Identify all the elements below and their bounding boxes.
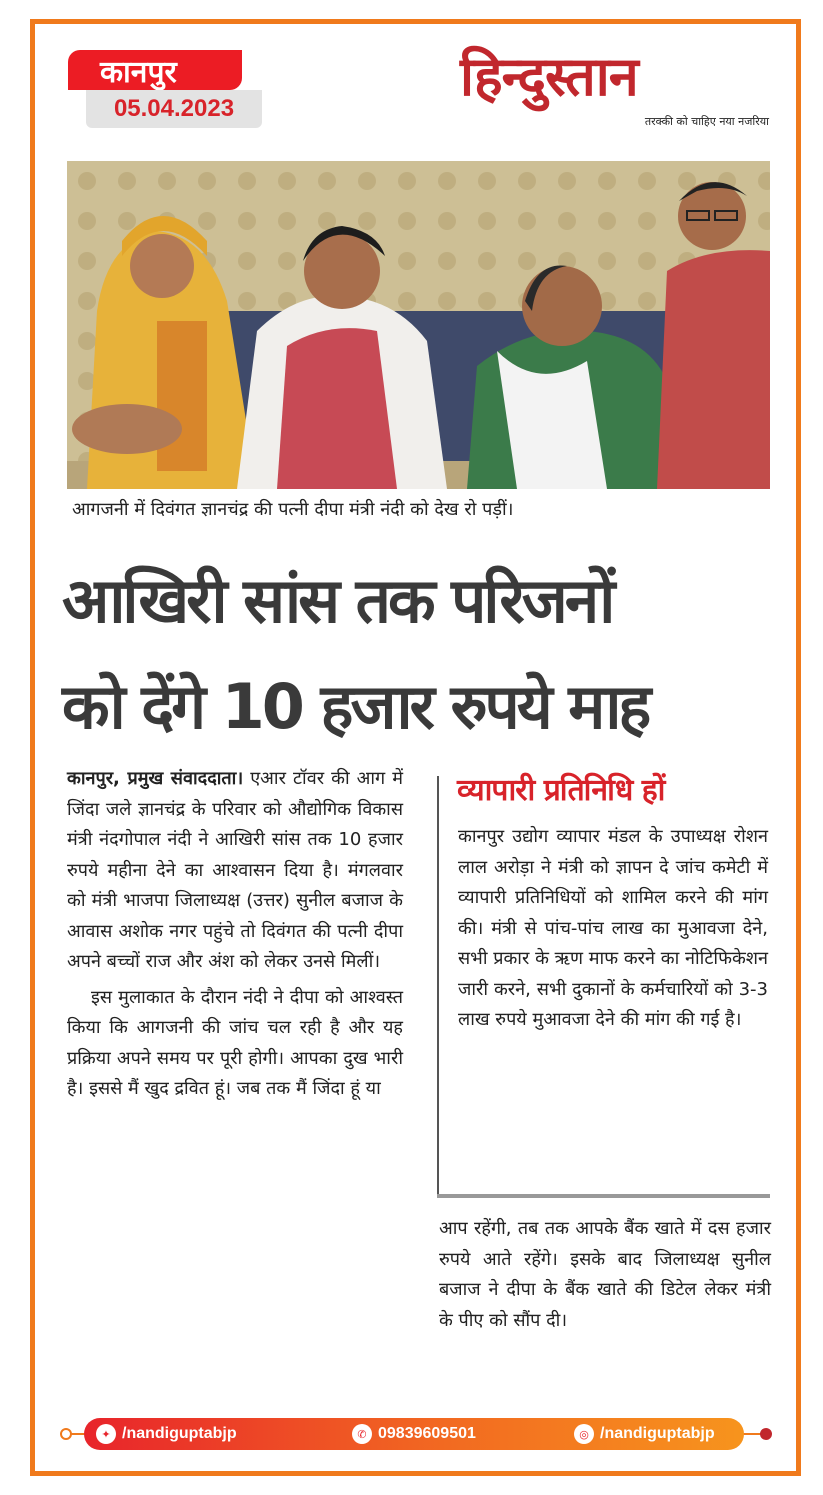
- headline-line-1: आखिरी सांस तक परिजनों: [62, 564, 613, 637]
- footer-dot-right: [760, 1428, 772, 1440]
- article-paragraph-1: [67, 764, 403, 978]
- news-photo: [67, 161, 770, 489]
- city-label: कानपुर: [100, 54, 177, 90]
- twitter-icon: ✦: [96, 1424, 116, 1444]
- sidebox-rule-vertical: [437, 776, 439, 1196]
- article-paragraph-2: इस मुलाकात के दौरान नंदी ने दीपा को आश्वस्त किया कि आगजनी की जांच चल रही है और यह प्रक्रिया अपने समय पर पूरी होगी। आपका दुख भारी है। इससे मैं खुद द्रवित हूं। जब तक मैं जिंदा हूं या: [67, 986, 403, 1099]
- twitter-handle[interactable]: [96, 1418, 237, 1450]
- news-photo-illustration: [67, 161, 770, 489]
- newspaper-logo: [460, 44, 775, 128]
- phone-number-text: 09839609501: [378, 1425, 476, 1442]
- footer-social-bar: [84, 1418, 744, 1450]
- instagram-icon: ◎: [574, 1424, 594, 1444]
- headline-line-2: को देंगे 10 हजार रुपये माह: [62, 670, 649, 743]
- city-badge: [68, 50, 242, 90]
- article-dateline: कानपुर, प्रमुख संवाददाता।: [67, 768, 244, 789]
- instagram-handle[interactable]: [574, 1418, 715, 1450]
- article-paragraph-1-text: एआर टॉवर की आग में जिंदा जले ज्ञानचंद्र के परिवार को औद्योगिक विकास मंत्री नंदगोपाल नंदी ने आखिरी सांस तक 10 हजार रुपये महीना देने का आश्वासन दिया है। मंगलवार को मंत्री भाजपा जिलाध्यक्ष (उत्तर) सुनील बजाज के आवास अशोक नगर पहुंचे तो दिवंगत की पत्नी दीपा अपने बच्चों राज और अंश को लेकर उनसे मिलीं।: [67, 768, 403, 972]
- date-label: 05.04.2023: [113, 95, 235, 122]
- phone-icon: ✆: [352, 1424, 372, 1444]
- date-badge: [86, 90, 262, 128]
- photo-caption: आगजनी में दिवंगत ज्ञानचंद्र की पत्नी दीपा मंत्री नंदी को देख रो पड़ीं।: [72, 499, 514, 520]
- twitter-handle-text: /nandiguptabjp: [122, 1425, 237, 1442]
- newspaper-name: हिन्दुस्तान: [460, 44, 638, 108]
- sidebox-rule-horizontal: [437, 1194, 770, 1198]
- newspaper-tagline: तरक्की को चाहिए नया नजरिया: [644, 115, 769, 128]
- article-continuation: आप रहेंगी, तब तक आपके बैंक खाते में दस हजार रुपये आते रहेंगे। इसके बाद जिलाध्यक्ष सुनील बजाज ने दीपा के बैंक खाते की डिटेल लेकर मंत्री के पीए को सौंप दी।: [439, 1218, 771, 1331]
- article-headline: [62, 548, 774, 760]
- sidebox-title: व्यापारी प्रतिनिधि हों: [457, 773, 665, 808]
- article-column-left: [67, 764, 403, 1105]
- instagram-handle-text: /nandiguptabjp: [600, 1425, 715, 1442]
- phone-number[interactable]: [352, 1418, 476, 1450]
- sidebox-text: कानपुर उद्योग व्यापार मंडल के उपाध्यक्ष रोशन लाल अरोड़ा ने मंत्री को ज्ञापन दे जांच कमेटी में व्यापारी प्रतिनिधियों को शामिल करने की मांग की। मंत्री से पांच-पांच लाख का मुआवजा देने, सभी प्रकार के ऋण माफ करने का नोटिफिकेशन जारी करने, सभी दुकानों के कर्मचारियों को 3-3 लाख रुपये मुआवजा देने की मांग की गई है।: [458, 826, 768, 1030]
- footer-dot-left: [60, 1428, 72, 1440]
